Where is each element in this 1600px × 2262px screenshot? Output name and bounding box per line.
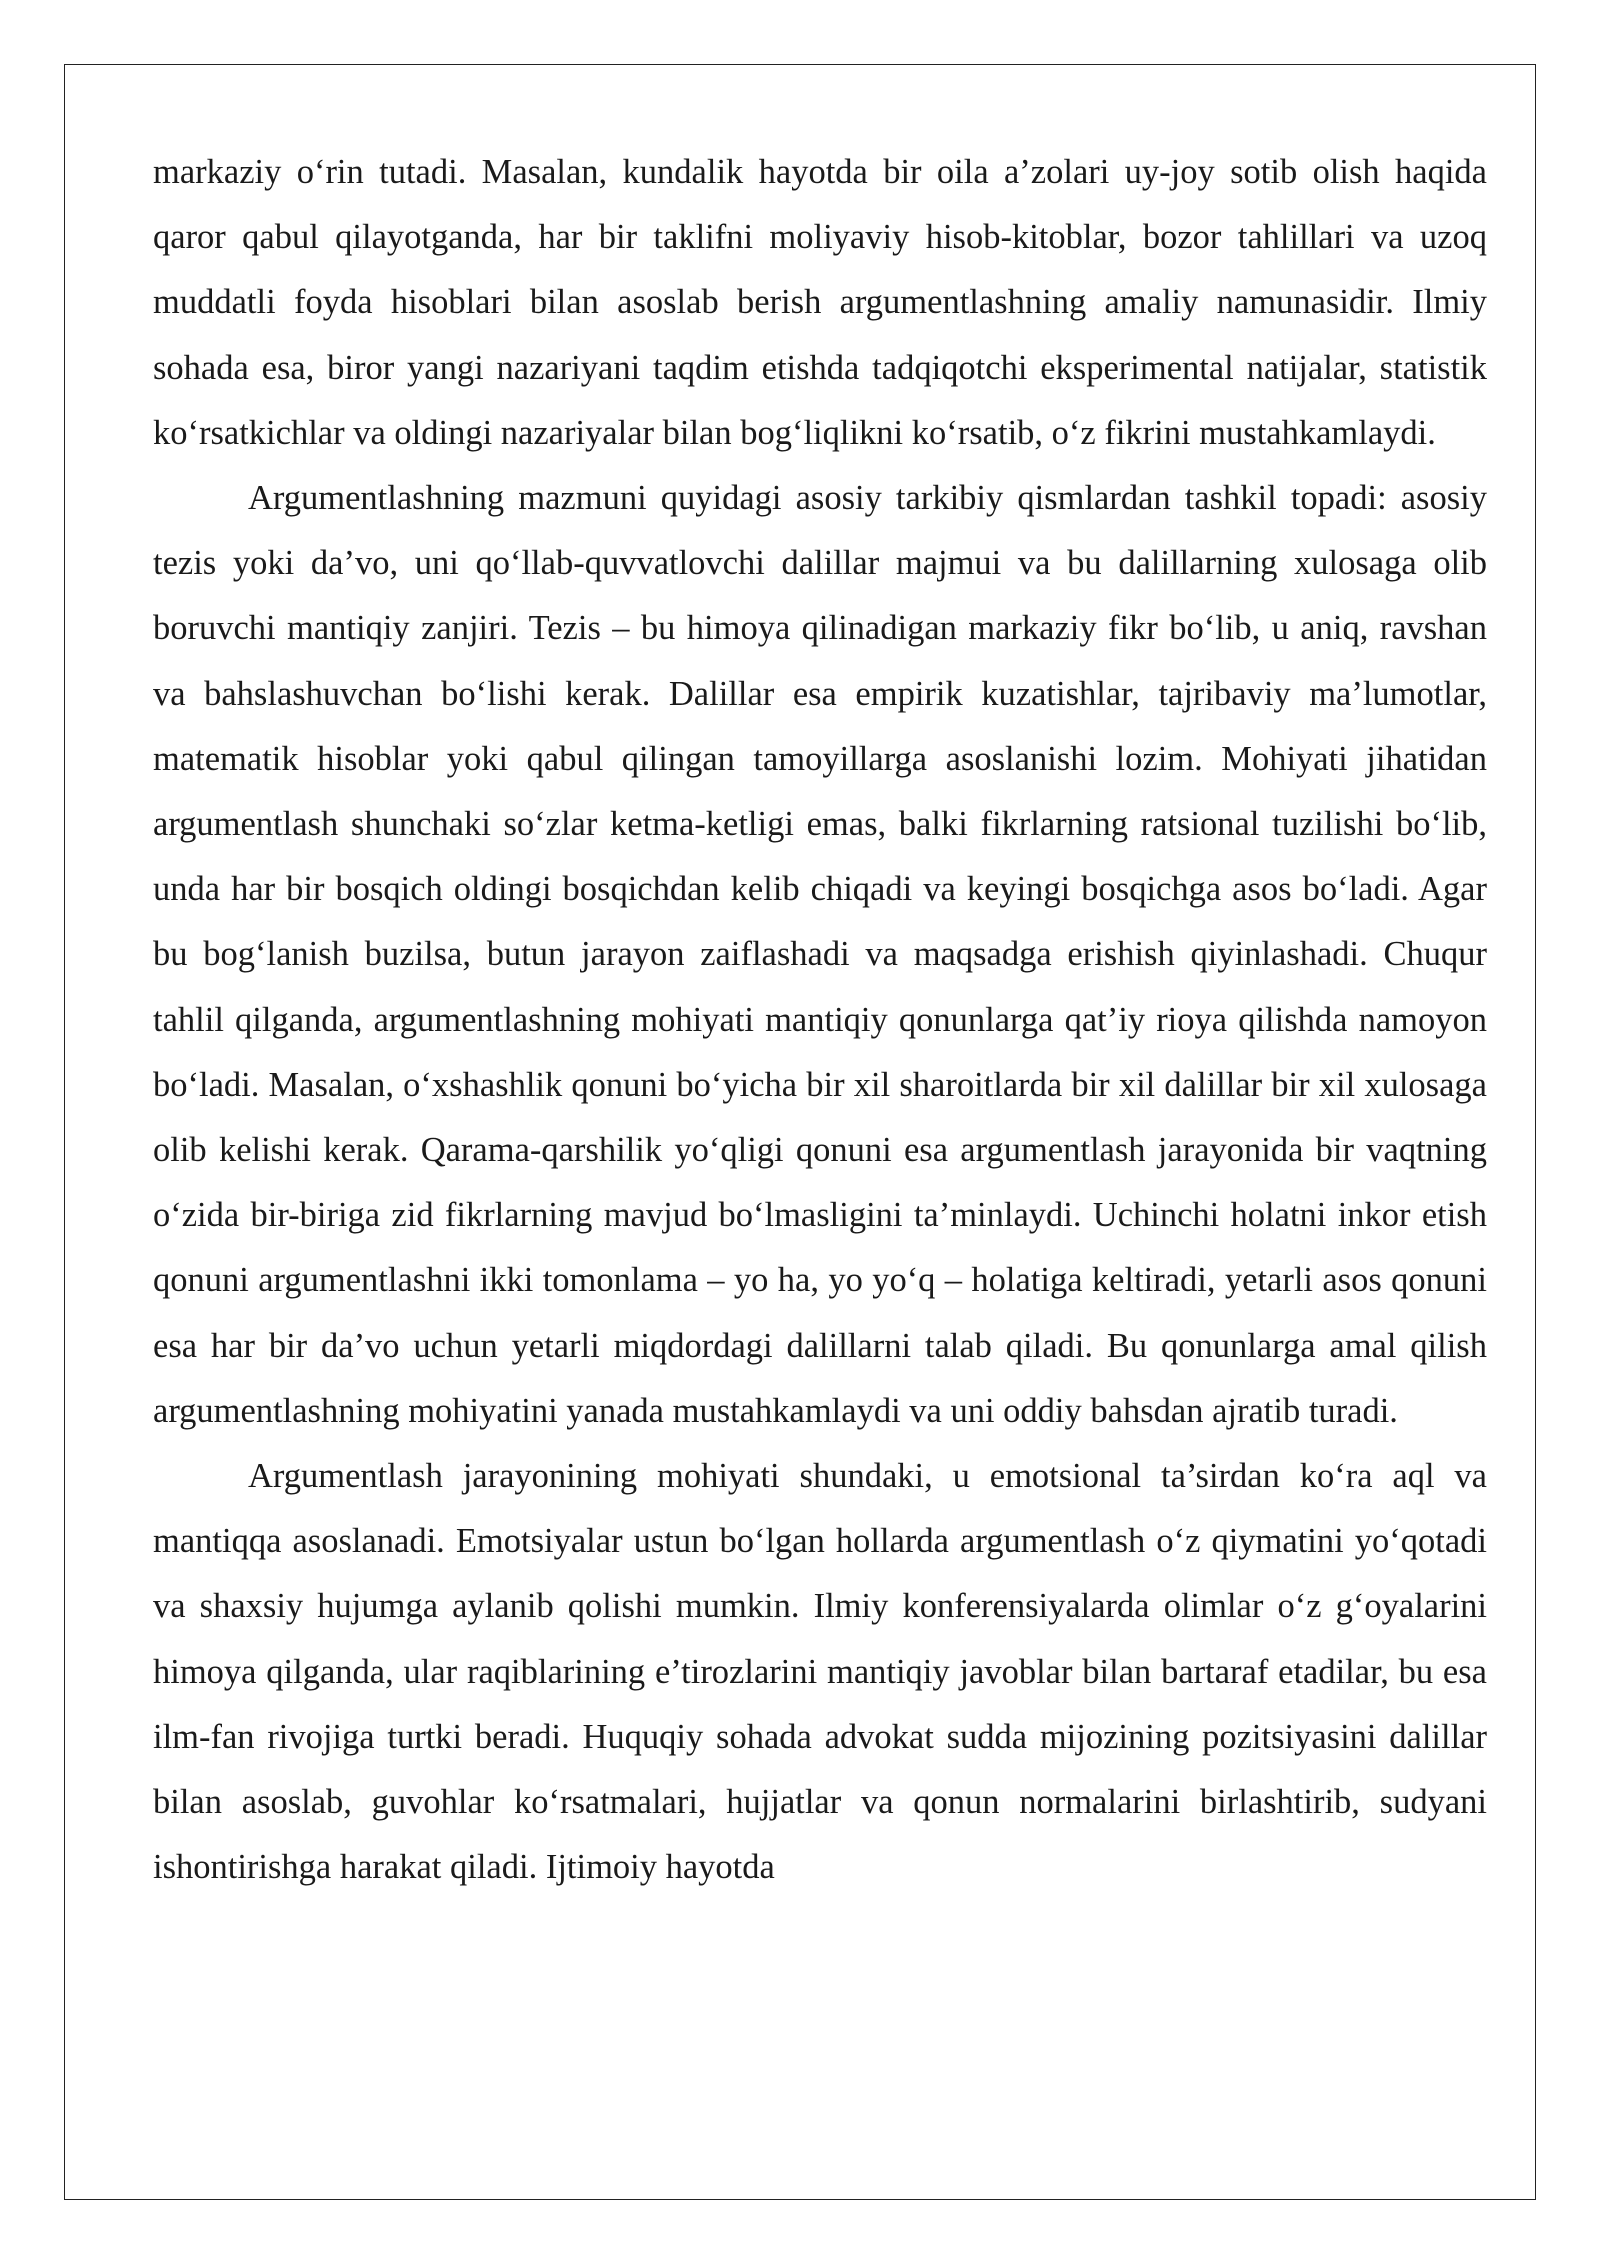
paragraph-2: Argumentlashning mazmuni quyidagi asosiy tarkibiy qismlardan tashkil topadi: asosiy tezis yoki da’vo, uni qo‘llab-quvvatlovchi dalillar majmui va bu dalillarning xulosaga olib boruvchi mantiqiy zanjiri. Tezis – bu himoya qilinadigan markaziy fikr bo‘lib, u aniq, ravshan va bahslashuvchan bo‘lishi kerak. Dalillar esa empirik kuzatishlar, tajribaviy ma’lumotlar, matematik hisoblar yoki qabul qilingan tamoyillarga asoslanishi lozim. Mohiyati jihatidan argumentlash shunchaki so‘zlar ketma-ketligi emas, balki fikrlarning ratsional tuzilishi bo‘lib, unda har bir bosqich oldingi bosqichdan kelib chiqadi va keyingi bosqichga asos bo‘ladi. Agar bu bog‘lanish buzilsa, butun jarayon zaiflashadi va maqsadga erishish qiyinlashadi. Chuqur tahlil qilganda, argumentlashning mohiyati mantiqiy qonunlarga qat’iy rioya qilishda namoyon bo‘ladi. Masalan, o‘xshashlik qonuni bo‘yicha bir xil sharoitlarda bir xil dalillar bir xil xulosaga olib kelishi kerak. Qarama-qarshilik yo‘qligi qonuni esa argumentlash jarayonida bir vaqtning o‘zida bir-biriga zid fikrlarning mavjud bo‘lmasligini ta’minlaydi. Uchinchi holatni inkor etish qonuni argumentlashni ikki tomonlama – yo ha, yo yo‘q – holatiga keltiradi, yetarli asos qonuni esa har bir da’vo uchun yetarli miqdordagi dalillarni talab qiladi. Bu qonunlarga amal qilish argumentlashning mohiyatini yanada mustahkamlaydi va uni oddiy bahsdan ajratib turadi. [153,479,1487,1430]
document-body [153,140,1487,1900]
paragraph-1: markaziy o‘rin tutadi. Masalan, kundalik hayotda bir oila a’zolari uy-joy sotib olish haqida qaror qabul qilayotganda, har bir taklifni moliyaviy hisob-kitoblar, bozor tahlillari va uzoq muddatli foyda hisoblari bilan asoslab berish argumentlashning amaliy namunasidir. Ilmiy sohada esa, biror yangi nazariyani taqdim etishda tadqiqotchi eksperimental natijalar, statistik ko‘rsatkichlar va oldingi nazariyalar bilan bog‘liqlikni ko‘rsatib, o‘z fikrini mustahkamlaydi. [153,153,1487,452]
paragraph-3: Argumentlash jarayonining mohiyati shundaki, u emotsional ta’sirdan ko‘ra aql va mantiqqa asoslanadi. Emotsiyalar ustun bo‘lgan hollarda argumentlash o‘z qiymatini yo‘qotadi va shaxsiy hujumga aylanib qolishi mumkin. Ilmiy konferensiyalarda olimlar o‘z g‘oyalarini himoya qilganda, ular raqiblarining e’tirozlarini mantiqiy javoblar bilan bartaraf etadilar, bu esa ilm-fan rivojiga turtki beradi. Huquqiy sohada advokat sudda mijozining pozitsiyasini dalillar bilan asoslab, guvohlar ko‘rsatmalari, hujjatlar va qonun normalarini birlashtirib, sudyani ishontirishga harakat qiladi. Ijtimoiy hayotda [153,1457,1487,1887]
